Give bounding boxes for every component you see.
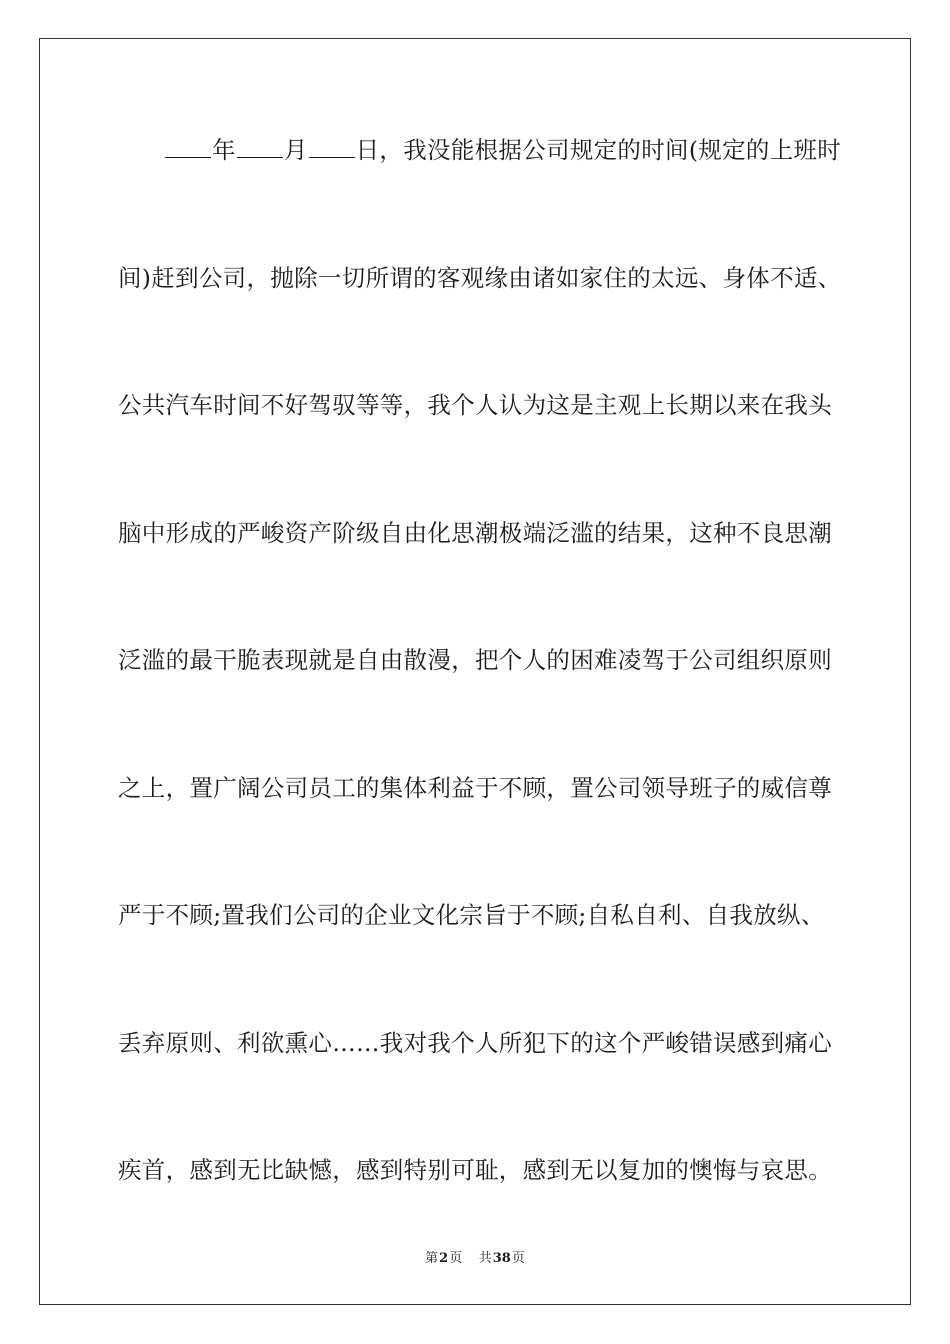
body-line-6: 之上，置广阔公司员工的集体利益于不顾，置公司领导班子的威信尊 [118,773,832,802]
body-line-3: 公共汽车时间不好驾驭等等，我个人认为这是主观上长期以来在我头 [118,391,832,419]
month-label: 月 [283,136,308,164]
body-line-4: 脑中形成的严峻资产阶级自由化思潮极端泛滥的结果，这种不良思潮 [118,518,832,547]
year-label: 年 [212,136,236,164]
page-suffix: 页 [449,1251,463,1266]
body-line-1 [118,128,842,256]
total-suffix: 页 [511,1251,525,1266]
body-line-2: 间)赶到公司，抛除一切所谓的客观缘由诸如家住的太远、身体不适、 [118,263,842,292]
month-blank [237,133,283,158]
page-prefix: 第 [425,1251,439,1266]
letter-body [118,128,842,1276]
body-line-8: 丢弃原则、利欲熏心……我对我个人所犯下的这个严峻错误感到痛心 [118,1028,832,1057]
body-line-7: 严于不顾;置我们公司的企业文化宗旨于不顾;自私自利、自我放纵、 [118,901,825,929]
year-blank [165,133,211,158]
body-line-9: 疾首，感到无比缺憾，感到特别可耻，感到无以复加的懊悔与哀思。 [118,1156,832,1184]
first-line-text: 日，我没能根据公司规定的时间(规定的上班时 [355,136,842,164]
body-line-5: 泛滥的最干脆表现就是自由散漫，把个人的困难凌驾于公司组织原则 [118,646,832,674]
total-page-count: 38 [492,1251,511,1266]
current-page-number: 2 [439,1251,449,1266]
page-footer [0,1247,950,1266]
day-blank [309,133,355,158]
total-prefix: 共 [478,1251,492,1266]
